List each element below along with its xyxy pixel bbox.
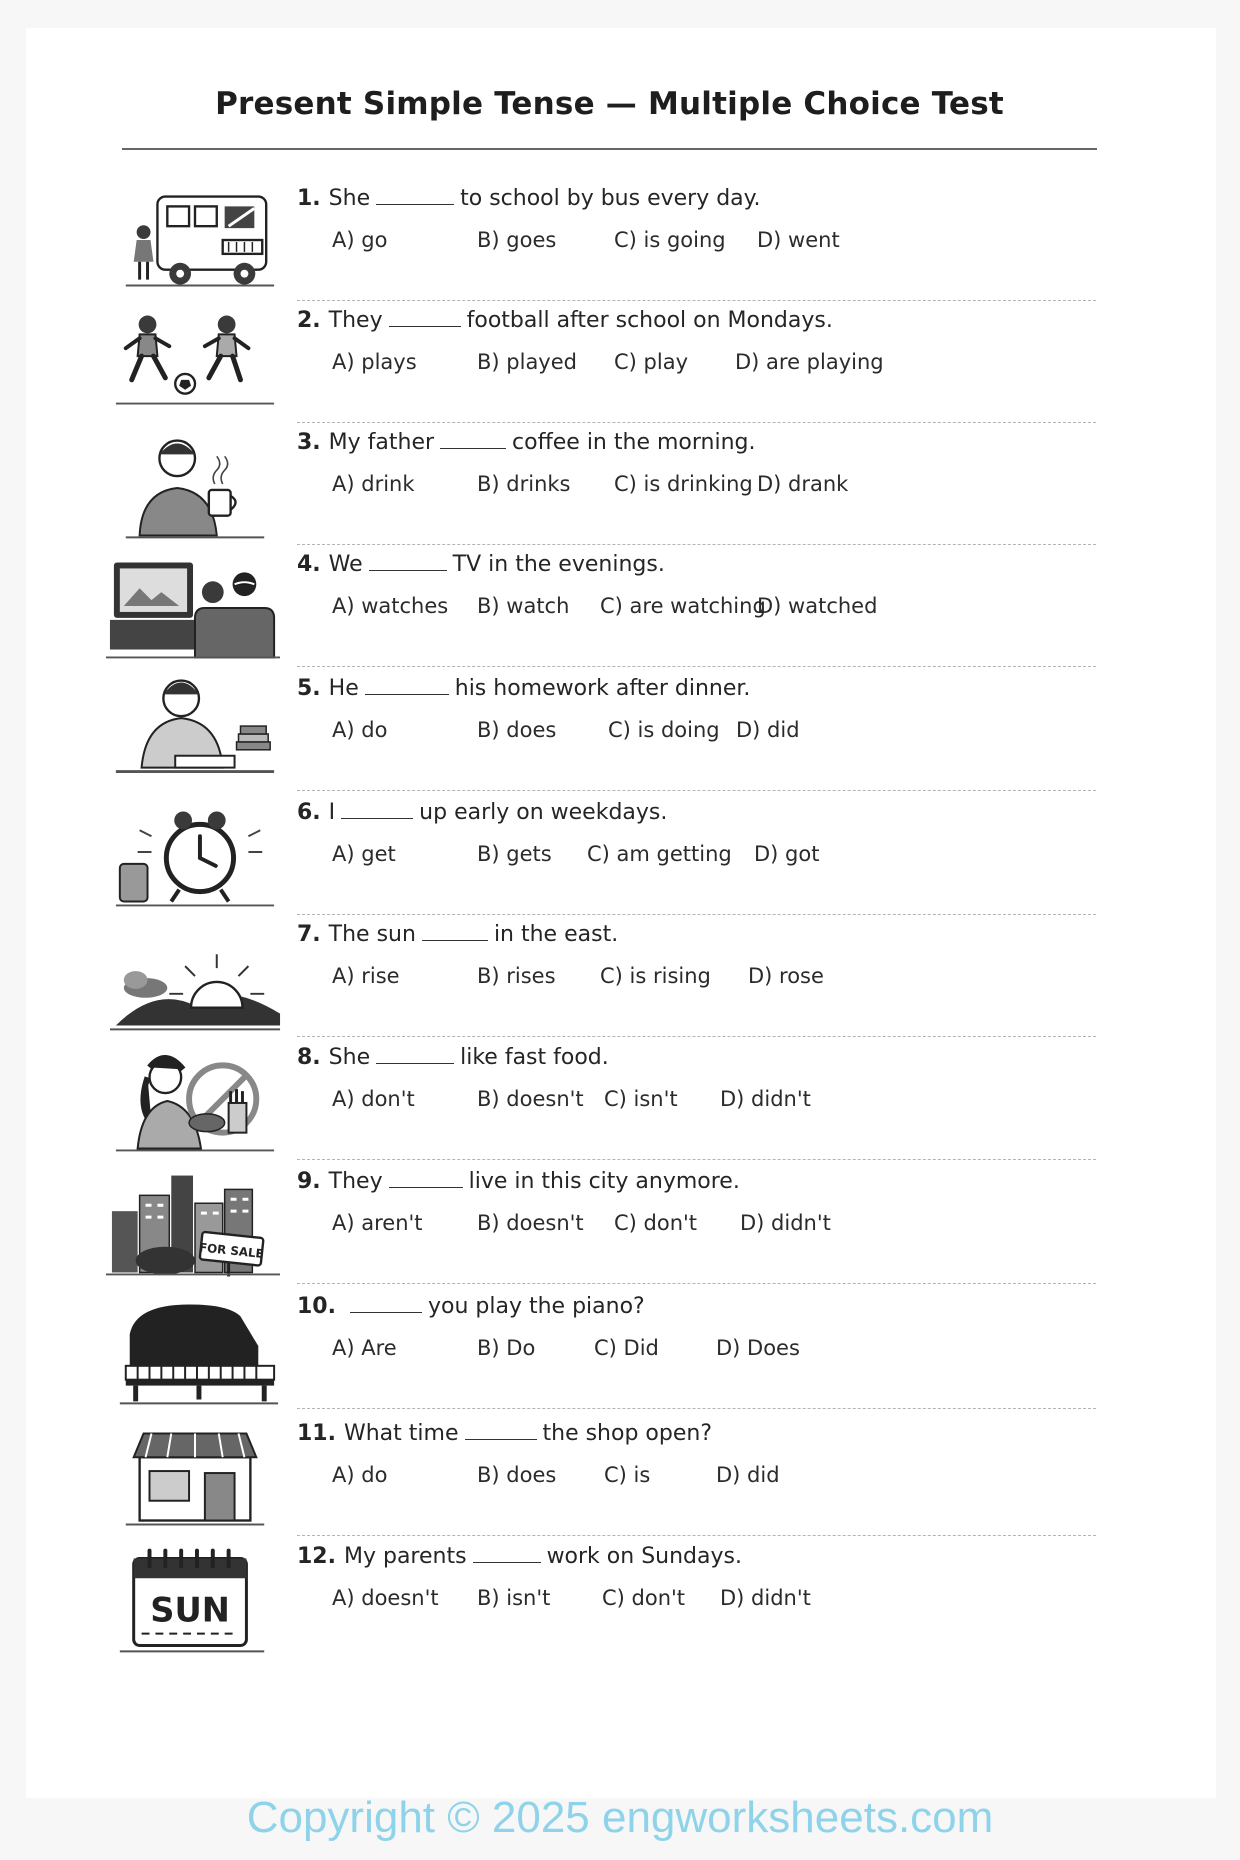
question-text-after: the shop open?	[542, 1421, 713, 1446]
answer-blank[interactable]	[369, 569, 447, 571]
question-item	[106, 426, 1096, 548]
answer-options	[332, 842, 972, 872]
answer-option-d[interactable]: D) got	[754, 842, 820, 866]
answer-option-b[interactable]: B) Do	[477, 1336, 536, 1360]
man-coffee-icon	[106, 426, 284, 546]
answer-option-a[interactable]: A) rise	[332, 964, 400, 988]
answer-blank[interactable]	[350, 1311, 422, 1313]
answer-option-a[interactable]: A) plays	[332, 350, 417, 374]
question-number: 5.	[297, 676, 321, 701]
question-stem	[297, 1169, 740, 1194]
answer-option-a[interactable]: A) don't	[332, 1087, 415, 1111]
question-number: 1.	[297, 186, 321, 211]
question-divider	[297, 666, 1096, 667]
answer-option-d[interactable]: D) did	[736, 718, 800, 742]
answer-option-c[interactable]: C) is rising	[600, 964, 711, 988]
answer-options	[332, 1087, 972, 1117]
sunrise-icon	[106, 918, 284, 1038]
question-number: 12.	[297, 1544, 336, 1569]
answer-option-a[interactable]: A) do	[332, 718, 388, 742]
answer-blank[interactable]	[465, 1438, 537, 1440]
svg-text:SUN: SUN	[150, 1590, 230, 1630]
question-stem	[297, 1421, 712, 1446]
answer-option-b[interactable]: B) goes	[477, 228, 557, 252]
question-item	[106, 182, 1096, 304]
question-item	[106, 548, 1096, 670]
answer-options	[332, 1211, 972, 1241]
question-stem	[297, 308, 833, 333]
school-bus-icon	[106, 182, 284, 302]
question-stem	[297, 1045, 609, 1070]
question-text-after: in the east.	[493, 922, 619, 947]
question-text-after: you play the piano?	[427, 1294, 645, 1319]
question-divider	[297, 1159, 1096, 1160]
answer-option-c[interactable]: C) is going	[614, 228, 726, 252]
question-divider	[297, 544, 1096, 545]
question-text-after: to school by bus every day.	[460, 186, 761, 211]
answer-option-b[interactable]: B) does	[477, 1463, 557, 1487]
answer-options	[332, 1463, 972, 1493]
answer-option-b[interactable]: B) played	[477, 350, 577, 374]
question-divider	[297, 790, 1096, 791]
answer-option-c[interactable]: C) don't	[602, 1586, 686, 1610]
question-item	[106, 918, 1096, 1040]
answer-option-b[interactable]: B) gets	[477, 842, 552, 866]
question-item	[106, 672, 1096, 794]
question-number: 6.	[297, 800, 321, 825]
question-divider	[297, 1408, 1096, 1409]
question-text-after: his homework after dinner.	[454, 676, 751, 701]
question-text-after: work on Sundays.	[546, 1544, 742, 1569]
answer-option-c[interactable]: C) am getting	[587, 842, 732, 866]
question-text-before: My father	[328, 430, 435, 455]
answer-options	[332, 472, 972, 502]
answer-blank[interactable]	[422, 939, 488, 941]
answer-option-d[interactable]: D) didn't	[720, 1586, 811, 1610]
answer-option-c[interactable]: C) don't	[614, 1211, 698, 1235]
question-stem	[297, 922, 618, 947]
answer-options	[332, 964, 972, 994]
question-stem	[297, 430, 755, 455]
question-text-before: I	[328, 800, 336, 825]
question-stem	[297, 1294, 645, 1319]
answer-option-c[interactable]: C) is doing	[608, 718, 720, 742]
question-item	[106, 1165, 1096, 1287]
answer-option-d[interactable]: D) drank	[757, 472, 849, 496]
question-text-before: She	[328, 186, 371, 211]
question-item	[106, 1540, 1096, 1662]
copyright-footer: Copyright © 2025 engworksheets.com	[246, 1793, 994, 1842]
answer-option-b[interactable]: B) isn't	[477, 1586, 551, 1610]
question-text-before: They	[328, 1169, 383, 1194]
question-divider	[297, 422, 1096, 423]
question-stem	[297, 676, 750, 701]
answer-option-d[interactable]: D) didn't	[740, 1211, 831, 1235]
question-number: 11.	[297, 1421, 336, 1446]
answer-option-a[interactable]: A) get	[332, 842, 396, 866]
answer-options	[332, 1336, 972, 1366]
answer-blank[interactable]	[376, 1062, 454, 1064]
question-text-after: coffee in the morning.	[512, 430, 756, 455]
answer-option-d[interactable]: D) watched	[757, 594, 878, 618]
answer-option-c[interactable]: C) is drinking	[614, 472, 753, 496]
answer-option-c[interactable]: C) Did	[594, 1336, 659, 1360]
question-text-after: live in this city anymore.	[468, 1169, 740, 1194]
boy-homework-icon	[106, 672, 284, 792]
question-number: 2.	[297, 308, 321, 333]
answer-options	[332, 718, 972, 748]
answer-options	[332, 228, 972, 258]
question-number: 4.	[297, 552, 321, 577]
answer-option-a[interactable]: A) do	[332, 1463, 388, 1487]
answer-option-b[interactable]: B) doesn't	[477, 1211, 584, 1235]
answer-option-c[interactable]: C) play	[614, 350, 688, 374]
question-text-before: He	[328, 676, 359, 701]
question-divider	[297, 914, 1096, 915]
answer-option-a[interactable]: A) doesn't	[332, 1586, 439, 1610]
question-stem	[297, 800, 667, 825]
shop-icon	[106, 1417, 284, 1537]
answer-blank[interactable]	[473, 1561, 541, 1563]
answer-option-b[interactable]: B) drinks	[477, 472, 571, 496]
question-text-after: up early on weekdays.	[419, 800, 668, 825]
question-divider	[297, 1535, 1096, 1536]
answer-option-b[interactable]: B) doesn't	[477, 1087, 584, 1111]
answer-option-b[interactable]: B) watch	[477, 594, 570, 618]
answer-option-c[interactable]: C) isn't	[604, 1087, 678, 1111]
answer-option-d[interactable]: D) went	[757, 228, 840, 252]
title-divider	[122, 148, 1097, 150]
question-divider	[297, 300, 1096, 301]
answer-options	[332, 350, 972, 380]
question-item	[106, 1041, 1096, 1163]
question-text-before: She	[328, 1045, 371, 1070]
answer-option-b[interactable]: B) does	[477, 718, 557, 742]
question-number: 9.	[297, 1169, 321, 1194]
answer-option-c[interactable]: C) are watching	[600, 594, 766, 618]
answer-option-a[interactable]: A) go	[332, 228, 388, 252]
answer-option-d[interactable]: D) Does	[716, 1336, 800, 1360]
answer-blank[interactable]	[341, 817, 413, 819]
answer-blank[interactable]	[389, 1186, 463, 1188]
answer-blank[interactable]	[365, 693, 449, 695]
answer-option-a[interactable]: A) Are	[332, 1336, 397, 1360]
question-number: 7.	[297, 922, 321, 947]
question-number: 3.	[297, 430, 321, 455]
answer-options	[332, 1586, 972, 1616]
page-title: Present Simple Tense — Multiple Choice Test	[215, 86, 1004, 122]
answer-option-b[interactable]: B) rises	[477, 964, 556, 988]
answer-option-d[interactable]: D) did	[716, 1463, 780, 1487]
question-text-after: like fast food.	[460, 1045, 609, 1070]
piano-icon	[106, 1290, 284, 1410]
question-text-before: My parents	[343, 1544, 467, 1569]
answer-option-d[interactable]: D) rose	[748, 964, 824, 988]
alarm-clock-icon	[106, 796, 284, 916]
answer-blank[interactable]	[389, 325, 461, 327]
question-divider	[297, 1036, 1096, 1037]
city-for-sale-icon	[106, 1165, 284, 1285]
answer-option-a[interactable]: A) aren't	[332, 1211, 423, 1235]
answer-option-a[interactable]: A) drink	[332, 472, 415, 496]
question-text-before: We	[328, 552, 363, 577]
svg-text:FOR SALE: FOR SALE	[198, 1240, 265, 1262]
answer-options	[332, 594, 972, 624]
question-item	[106, 1417, 1096, 1539]
question-text-after: TV in the evenings.	[452, 552, 665, 577]
question-text-before: They	[328, 308, 383, 333]
answer-blank[interactable]	[376, 203, 454, 205]
answer-option-a[interactable]: A) watches	[332, 594, 449, 618]
question-item	[106, 1290, 1096, 1412]
question-number: 8.	[297, 1045, 321, 1070]
football-players-icon	[106, 304, 284, 424]
answer-option-d[interactable]: D) are playing	[735, 350, 884, 374]
question-number: 10.	[297, 1294, 336, 1319]
question-item	[106, 304, 1096, 426]
family-tv-icon	[106, 548, 284, 668]
question-text-after: football after school on Mondays.	[466, 308, 833, 333]
no-fast-food-icon	[106, 1041, 284, 1161]
calendar-sun-icon	[106, 1540, 284, 1660]
answer-option-d[interactable]: D) didn't	[720, 1087, 811, 1111]
question-item	[106, 796, 1096, 918]
question-stem	[297, 186, 761, 211]
question-text-before: What time	[343, 1421, 459, 1446]
question-stem	[297, 1544, 742, 1569]
answer-option-c[interactable]: C) is	[604, 1463, 651, 1487]
question-stem	[297, 552, 665, 577]
question-text-before: The sun	[328, 922, 416, 947]
question-divider	[297, 1283, 1096, 1284]
answer-blank[interactable]	[440, 447, 506, 449]
